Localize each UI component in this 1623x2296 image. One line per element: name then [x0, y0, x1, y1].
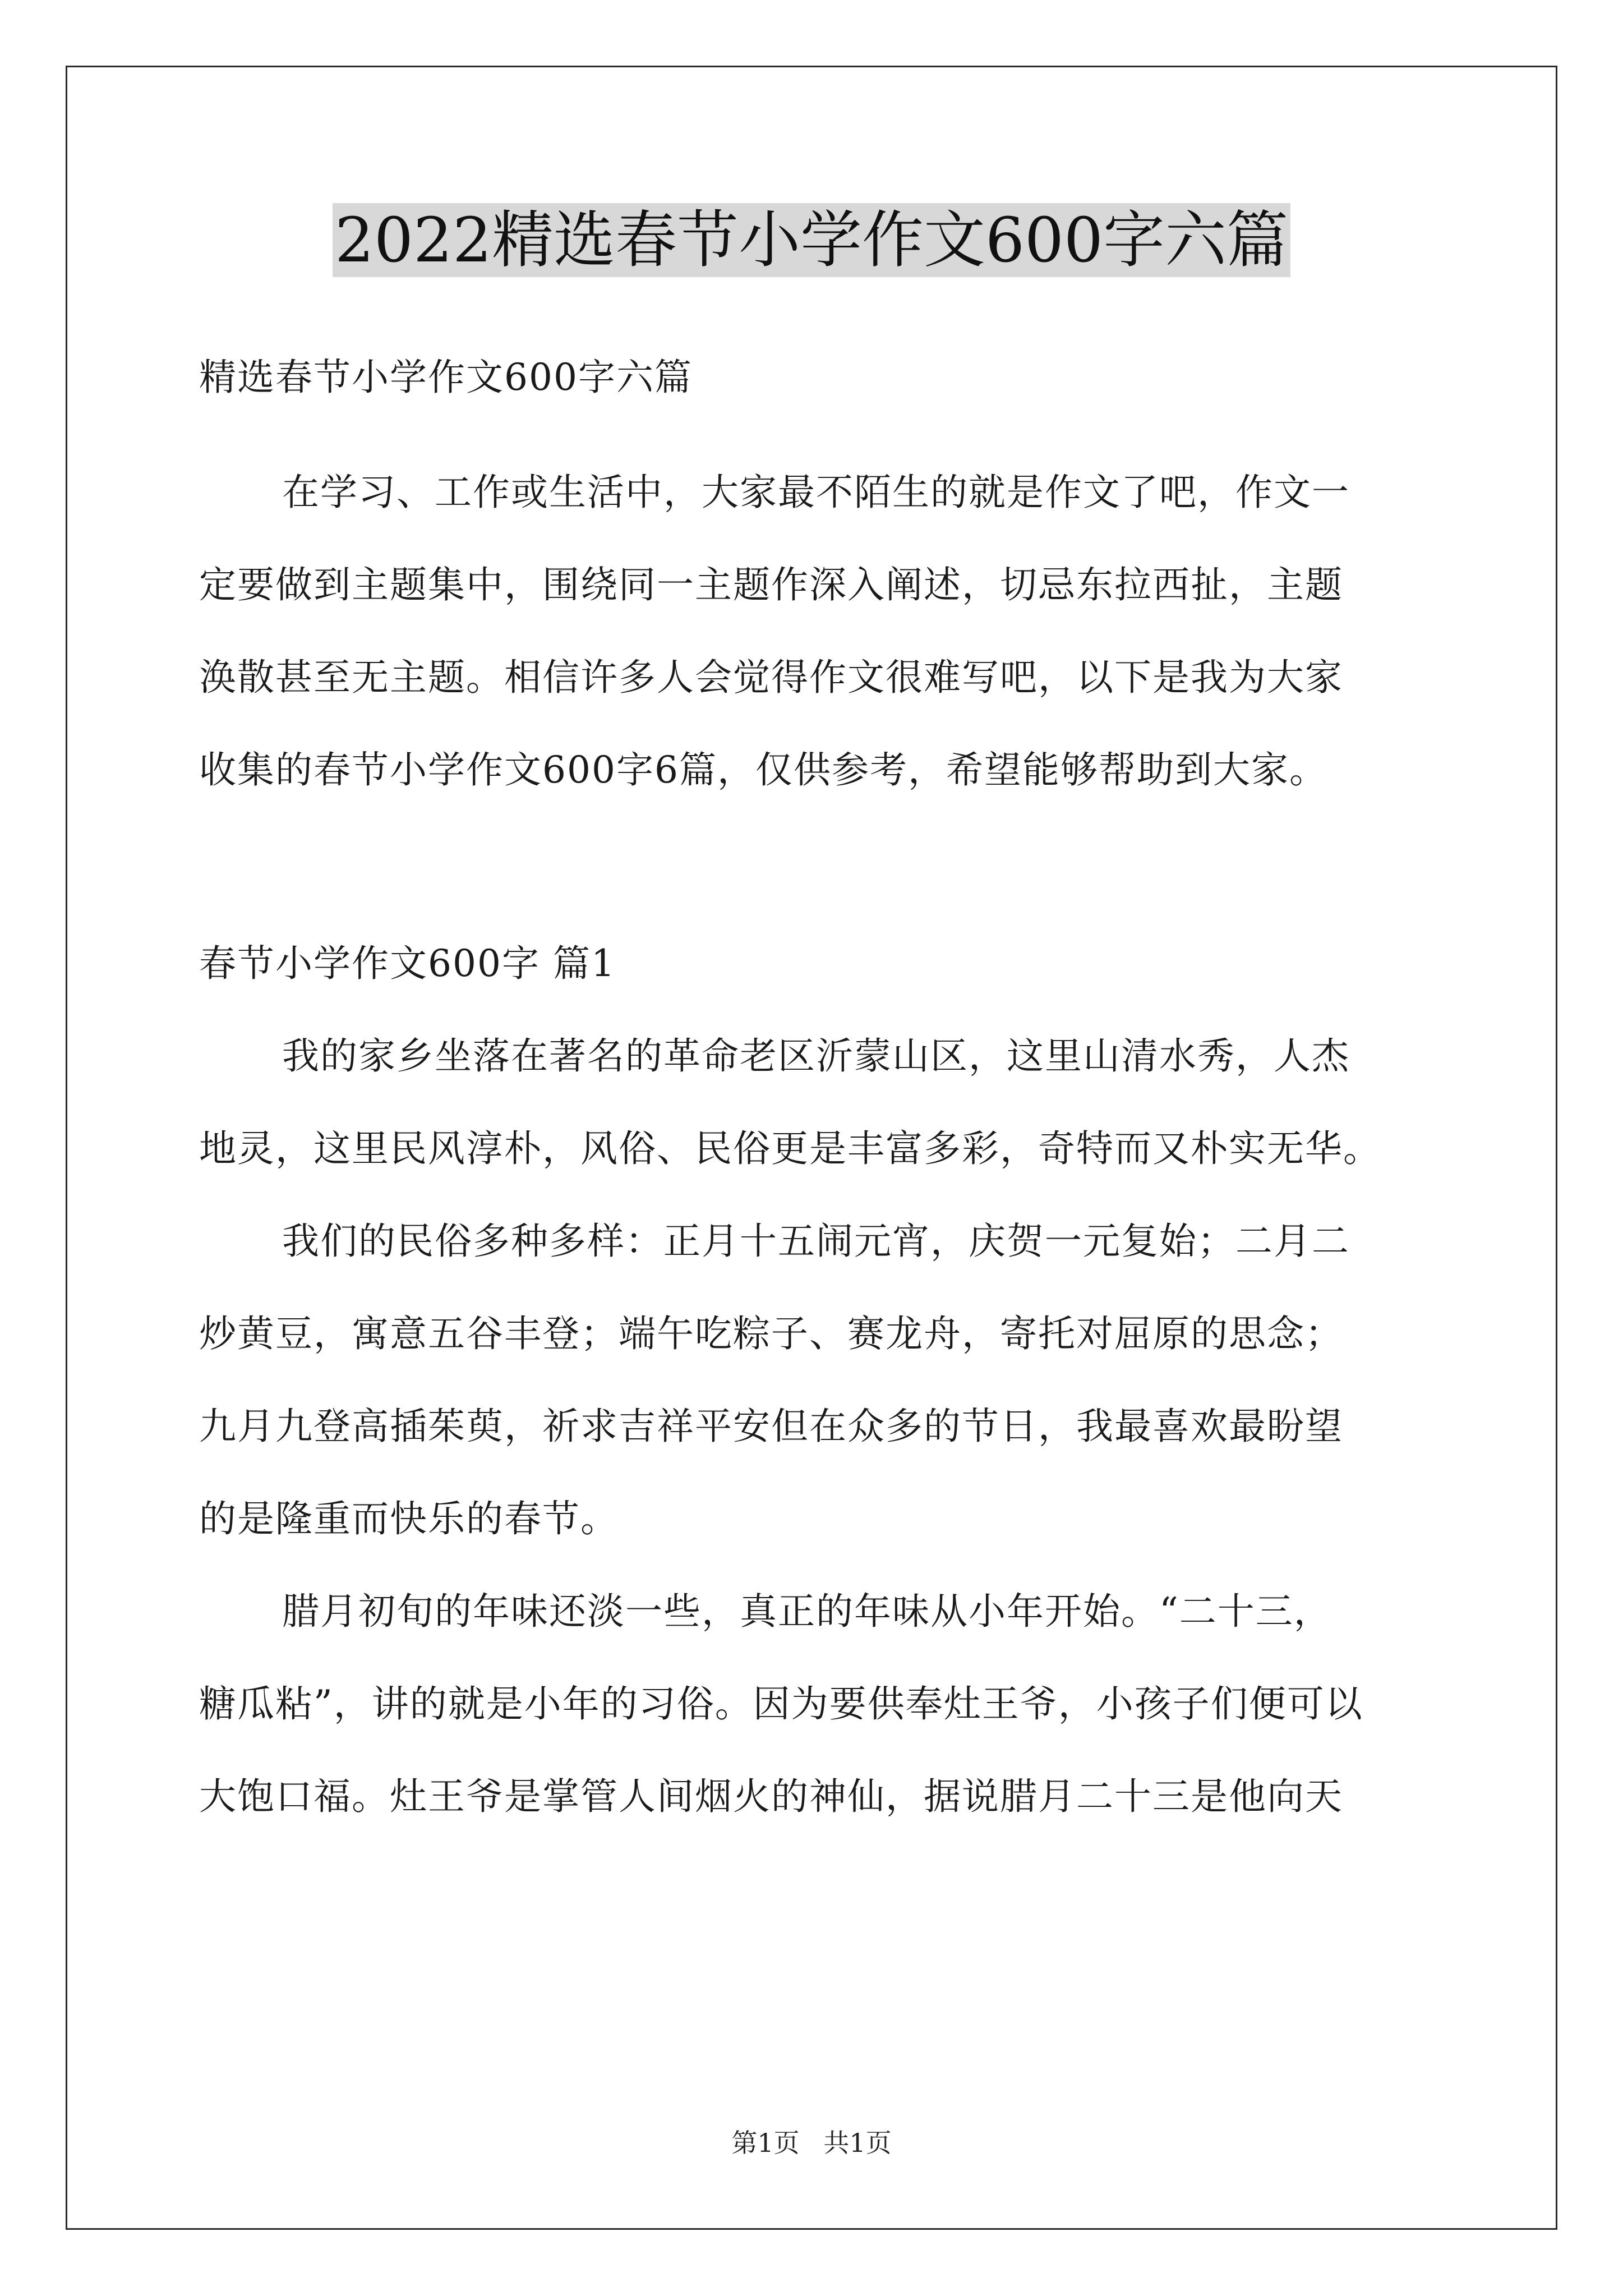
document-subtitle: 精选春节小学作文600字六篇	[199, 356, 693, 399]
intro-line: 涣散甚至无主题。相信许多人会觉得作文很难写吧，以下是我为大家	[199, 656, 1343, 699]
paragraph-line: 炒黄豆，寓意五谷丰登；端午吃粽子、赛龙舟，寄托对屈原的思念；	[199, 1312, 1343, 1355]
paragraph-line: 的是隆重而快乐的春节。	[199, 1497, 619, 1540]
paragraph-line: 地灵，这里民风淳朴，风俗、民俗更是丰富多彩，奇特而又朴实无华。	[199, 1127, 1381, 1170]
intro-line: 在学习、工作或生活中，大家最不陌生的就是作文了吧，作文一	[282, 471, 1350, 514]
page-total: 共1页	[823, 2128, 892, 2158]
paragraph-line: 腊月初旬的年味还淡一些，真正的年味从小年开始。“二十三，	[282, 1590, 1332, 1633]
page-footer	[0, 2126, 1623, 2160]
document-body	[199, 331, 1483, 1843]
paragraph-line: 九月九登高插茱萸，祈求吉祥平安但在众多的节日，我最喜欢最盼望	[199, 1405, 1343, 1448]
paragraph-line: 我的家乡坐落在著名的革命老区沂蒙山区，这里山清水秀，人杰	[282, 1034, 1350, 1078]
paragraph-line: 大饱口福。灶王爷是掌管人间烟火的神仙，据说腊月二十三是他向天	[199, 1775, 1343, 1818]
paragraph-line: 我们的民俗多种多样：正月十五闹元宵，庆贺一元复始；二月二	[282, 1220, 1350, 1263]
section-heading: 春节小学作文600字 篇1	[199, 942, 616, 985]
paragraph-line: 糖瓜粘”，讲的就是小年的习俗。因为要供奉灶王爷，小孩子们便可以	[199, 1682, 1363, 1726]
document-title: 2022精选春节小学作文600字六篇	[333, 203, 1290, 277]
page-number: 第1页	[731, 2128, 800, 2158]
title-container	[0, 203, 1623, 277]
intro-line: 定要做到主题集中，围绕同一主题作深入阐述，切忌东拉西扯，主题	[199, 563, 1343, 606]
intro-line: 收集的春节小学作文600字6篇，仅供参考，希望能够帮助到大家。	[199, 748, 1327, 792]
